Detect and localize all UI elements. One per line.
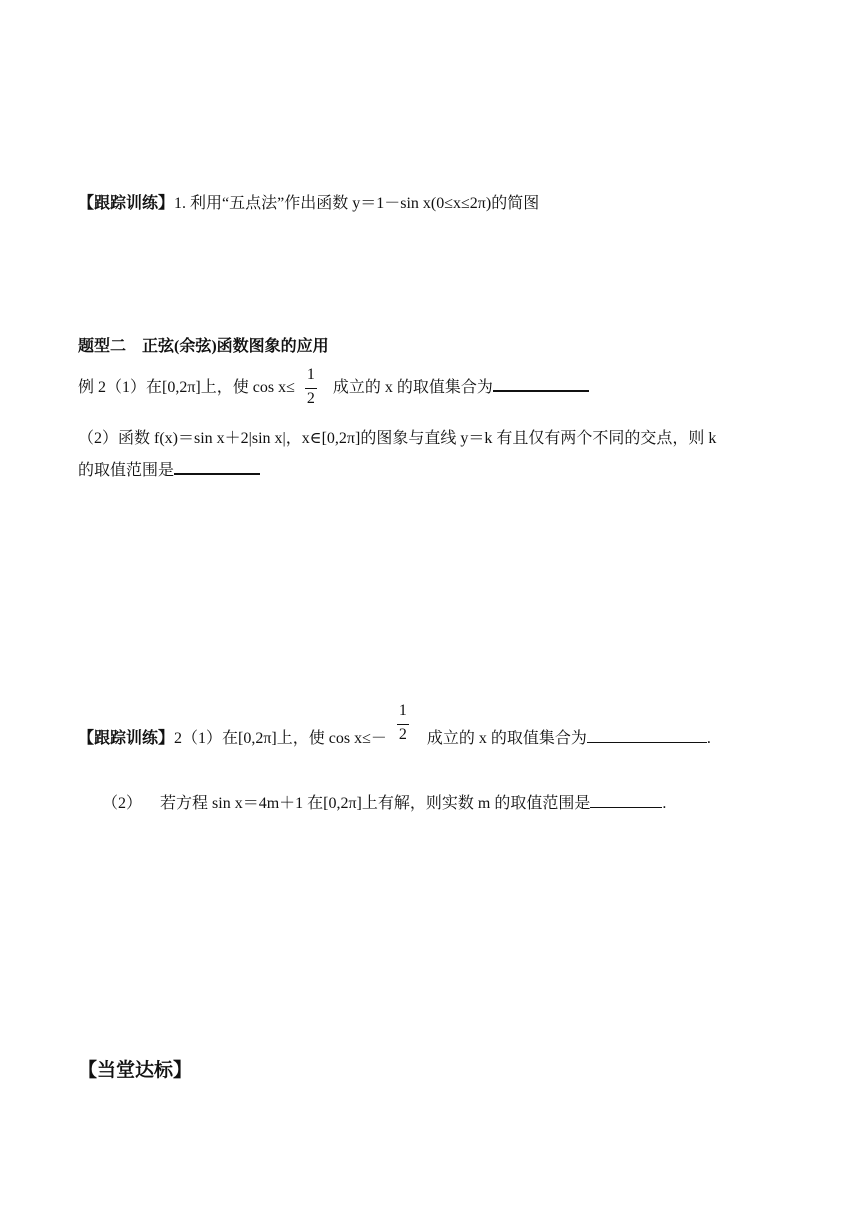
fraction-numerator: 1 (398, 702, 407, 719)
track-exercise-tag: 【跟踪训练】 (78, 195, 175, 212)
example-2-part-2-line-2 (78, 459, 260, 482)
fraction-numerator: 1 (306, 366, 315, 384)
fraction-bar (305, 388, 317, 389)
answer-blank[interactable] (493, 376, 589, 392)
fraction-one-half (303, 368, 319, 408)
sentence-end: . (706, 730, 711, 747)
example-2-part-2-line-1: （2）函数 f(x)＝sin x＋2|sin x|，x∈[0,2π]的图象与直线 y＝k 有且仅有两个不同的交点，则 k (78, 430, 717, 447)
example-2-part-2-text: 的取值范围是 (78, 462, 175, 479)
example-2-part-1-suffix: 成立的 x 的取值集合为 (332, 379, 493, 396)
answer-blank[interactable] (590, 793, 662, 808)
answer-blank[interactable] (587, 728, 707, 743)
example-2-part-1 (78, 368, 589, 408)
track-exercise-2-part-2-text: 若方程 sin x＝4m＋1 在[0,2π]上有解，则实数 m 的取值范围是 (160, 795, 591, 812)
track-exercise-2-part-1-suffix: 成立的 x 的取值集合为 (426, 730, 587, 747)
fraction-denominator: 2 (398, 726, 407, 743)
section-title-type-2: 题型二 正弦(余弦)函数图象的应用 (78, 338, 329, 355)
fraction-one-half (395, 704, 411, 744)
track-exercise-1 (78, 193, 539, 215)
in-class-assessment-heading: 【当堂达标】 (78, 1060, 193, 1081)
track-exercise-2-part-1-prefix: 2（1）在[0,2π]上，使 cos x≤－ (174, 730, 387, 747)
fraction-bar (397, 724, 409, 725)
track-exercise-2-part-1 (78, 702, 711, 746)
track-exercise-2-part-2 (102, 793, 666, 815)
track-exercise-1-text: 1. 利用“五点法”作出函数 y＝1－sin x(0≤x≤2π)的简图 (174, 195, 540, 212)
answer-blank[interactable] (174, 459, 260, 475)
track-exercise-2-part-2-label: （2） (102, 795, 143, 812)
example-2-part-1-prefix: 例 2（1）在[0,2π]上，使 cos x≤ (78, 379, 295, 396)
sentence-end: . (662, 795, 667, 812)
track-exercise-tag: 【跟踪训练】 (78, 730, 175, 747)
fraction-denominator: 2 (306, 390, 315, 408)
